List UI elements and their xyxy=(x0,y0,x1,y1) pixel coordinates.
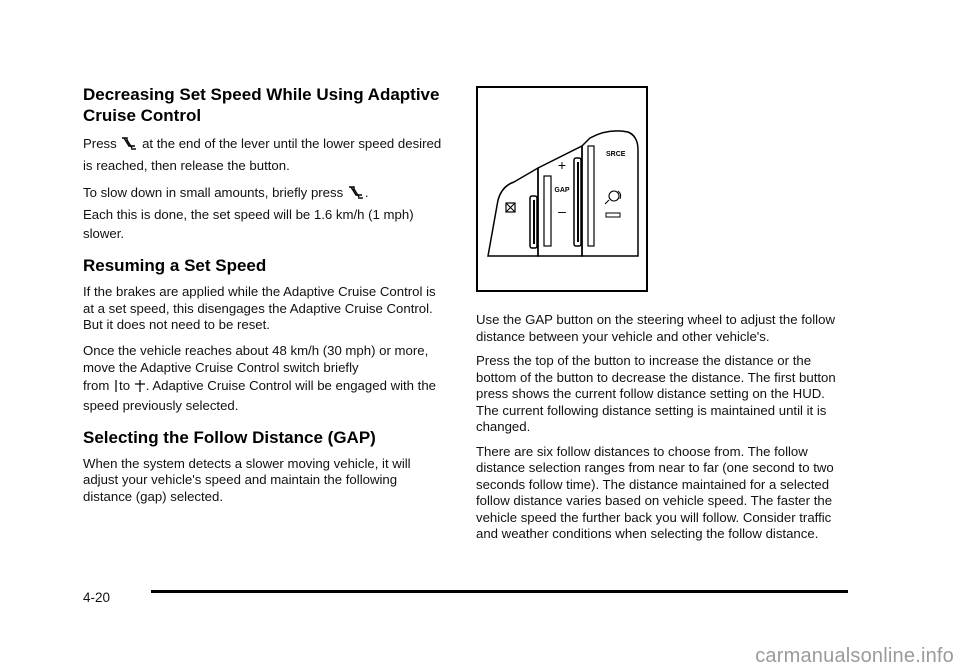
paragraph-gap-1: When the system detects a slower moving vehicle, it will adjust your vehicle's speed and maintain the following distance (gap) selected. xyxy=(83,455,411,504)
set-minus-icon xyxy=(120,135,138,156)
paragraph-follow-distances: There are six follow distances to choose from. The follow distance selection ranges from near to far (one second to two seconds follow time). The distance maintained for a selected follow distance varies based on vehicle speed. The faster the vehicle speed the further back you will follow. Consider traffic and weather conditions when selecting the follow distance. xyxy=(476,443,834,541)
paragraph-gap-button: Use the GAP button on the steering wheel to adjust the follow distance between your vehicle and other vehicle's. xyxy=(476,312,835,344)
steering-wheel-controls-figure xyxy=(476,86,648,292)
heading-selecting-follow-distance: Selecting the Follow Distance (GAP) xyxy=(83,427,376,447)
page-number: 4-20 xyxy=(83,590,111,605)
right-column xyxy=(476,312,842,551)
gap-plus-label: + xyxy=(557,157,567,173)
paragraph-resuming-2: Once the vehicle reaches about 48 km/h (30 mph) or more, move the Adaptive Cruise Control switch briefly from to . Adaptive Cruise Control will be engaged with the speed previously selected. xyxy=(83,342,437,413)
paragraph-decreasing-1: Press at the end of the lever until the lower speed desired is reached, then release the button. xyxy=(83,136,442,173)
heading-resuming-set-speed: Resuming a Set Speed xyxy=(83,256,267,275)
resume-plus-icon xyxy=(134,379,146,398)
heading-decreasing-set-speed: Decreasing Set Speed While Using Adaptive Cruise Control xyxy=(83,85,440,125)
cancel-button-icon xyxy=(506,203,515,212)
set-minus-icon xyxy=(347,184,365,205)
paragraph-gap-press: Press the top of the button to increase the distance or the bottom of the button to decrease the distance. The first button press shows the current follow distance setting on the HUD. The current following distance setting is maintained until it is changed. xyxy=(476,353,836,434)
left-column xyxy=(83,84,445,513)
srce-label: SRCE xyxy=(606,151,626,158)
gap-minus-label: – xyxy=(558,203,566,219)
gap-label: GAP xyxy=(554,187,570,194)
watermark: carmanualsonline.info xyxy=(755,645,954,667)
paragraph-resuming-1: If the brakes are applied while the Adaptive Cruise Control is at a set speed, this disengages the Adaptive Cruise Control. But it does not need to be reset. xyxy=(83,284,436,332)
steering-wheel-controls-illustration xyxy=(478,88,646,290)
paragraph-decreasing-2: To slow down in small amounts, briefly press . Each this is done, the set speed will be 1.6 km/h (1 mph) slower. xyxy=(83,185,414,241)
footer-rule xyxy=(151,590,848,593)
voice-recognition-icon xyxy=(605,191,621,204)
